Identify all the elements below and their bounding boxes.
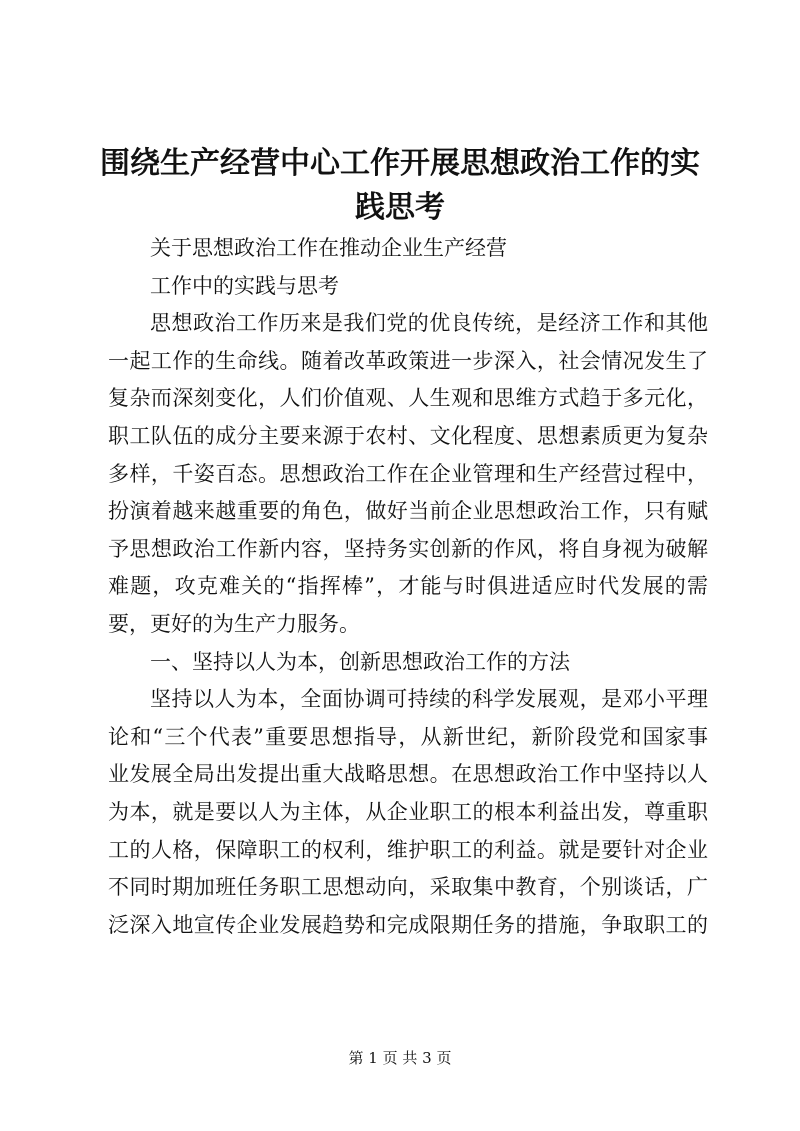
- paragraph-line: 复杂而深刻变化，人们价值观、人生观和思维方式趋于多元化，: [108, 386, 708, 411]
- document-body: [108, 230, 708, 944]
- paragraph-line: 不同时期加班任务职工思想动向，采取集中教育，个别谈话，广: [108, 875, 708, 900]
- paragraph-line: 坚持以人为本，全面协调可持续的科学发展观，是邓小平理: [150, 687, 708, 712]
- subtitle-line-2: 工作中的实践与思考: [150, 273, 339, 298]
- paragraph-line: 一起工作的生命线。随着改革政策进一步深入，社会情况发生了: [108, 348, 708, 373]
- paragraph-line: 多样，千姿百态。思想政治工作在企业管理和生产经营过程中，: [108, 461, 708, 486]
- title-line-2: 践思考: [355, 190, 445, 225]
- paragraph-line: 职工队伍的成分主要来源于农村、文化程度、思想素质更为复杂: [108, 423, 708, 448]
- page-number-footer: 第 1 页 共 3 页: [348, 1049, 452, 1067]
- paragraph-line: 要，更好的为生产力服务。: [108, 611, 360, 636]
- paragraph-line: 工的人格，保障职工的权利，维护职工的利益。就是要针对企业: [108, 837, 708, 862]
- paragraph-line: 思想政治工作历来是我们党的优良传统，是经济工作和其他: [150, 311, 708, 336]
- paragraph-line: 论和“三个代表”重要思想指导，从新世纪，新阶段党和国家事: [108, 724, 708, 749]
- paragraph-line: 难题，攻克难关的“指挥棒”，才能与时俱进适应时代发展的需: [108, 574, 708, 599]
- title-line-1: 围绕生产经营中心工作开展思想政治工作的实: [100, 146, 700, 181]
- paragraph-line: 予思想政治工作新内容，坚持务实创新的作风，将自身视为破解: [108, 536, 708, 561]
- document-title: [60, 142, 740, 230]
- paragraph-line: 业发展全局出发提出重大战略思想。在思想政治工作中坚持以人: [108, 762, 708, 787]
- paragraph-line: 泛深入地宣传企业发展趋势和完成限期任务的措施，争取职工的: [108, 912, 708, 937]
- paragraph-line: 扮演着越来越重要的角色，做好当前企业思想政治工作，只有赋: [108, 499, 708, 524]
- section-heading: 一、坚持以人为本，创新思想政治工作的方法: [150, 649, 570, 674]
- paragraph-line: 为本，就是要以人为主体，从企业职工的根本利益出发，尊重职: [108, 799, 708, 824]
- subtitle-line-1: 关于思想政治工作在推动企业生产经营: [150, 236, 507, 260]
